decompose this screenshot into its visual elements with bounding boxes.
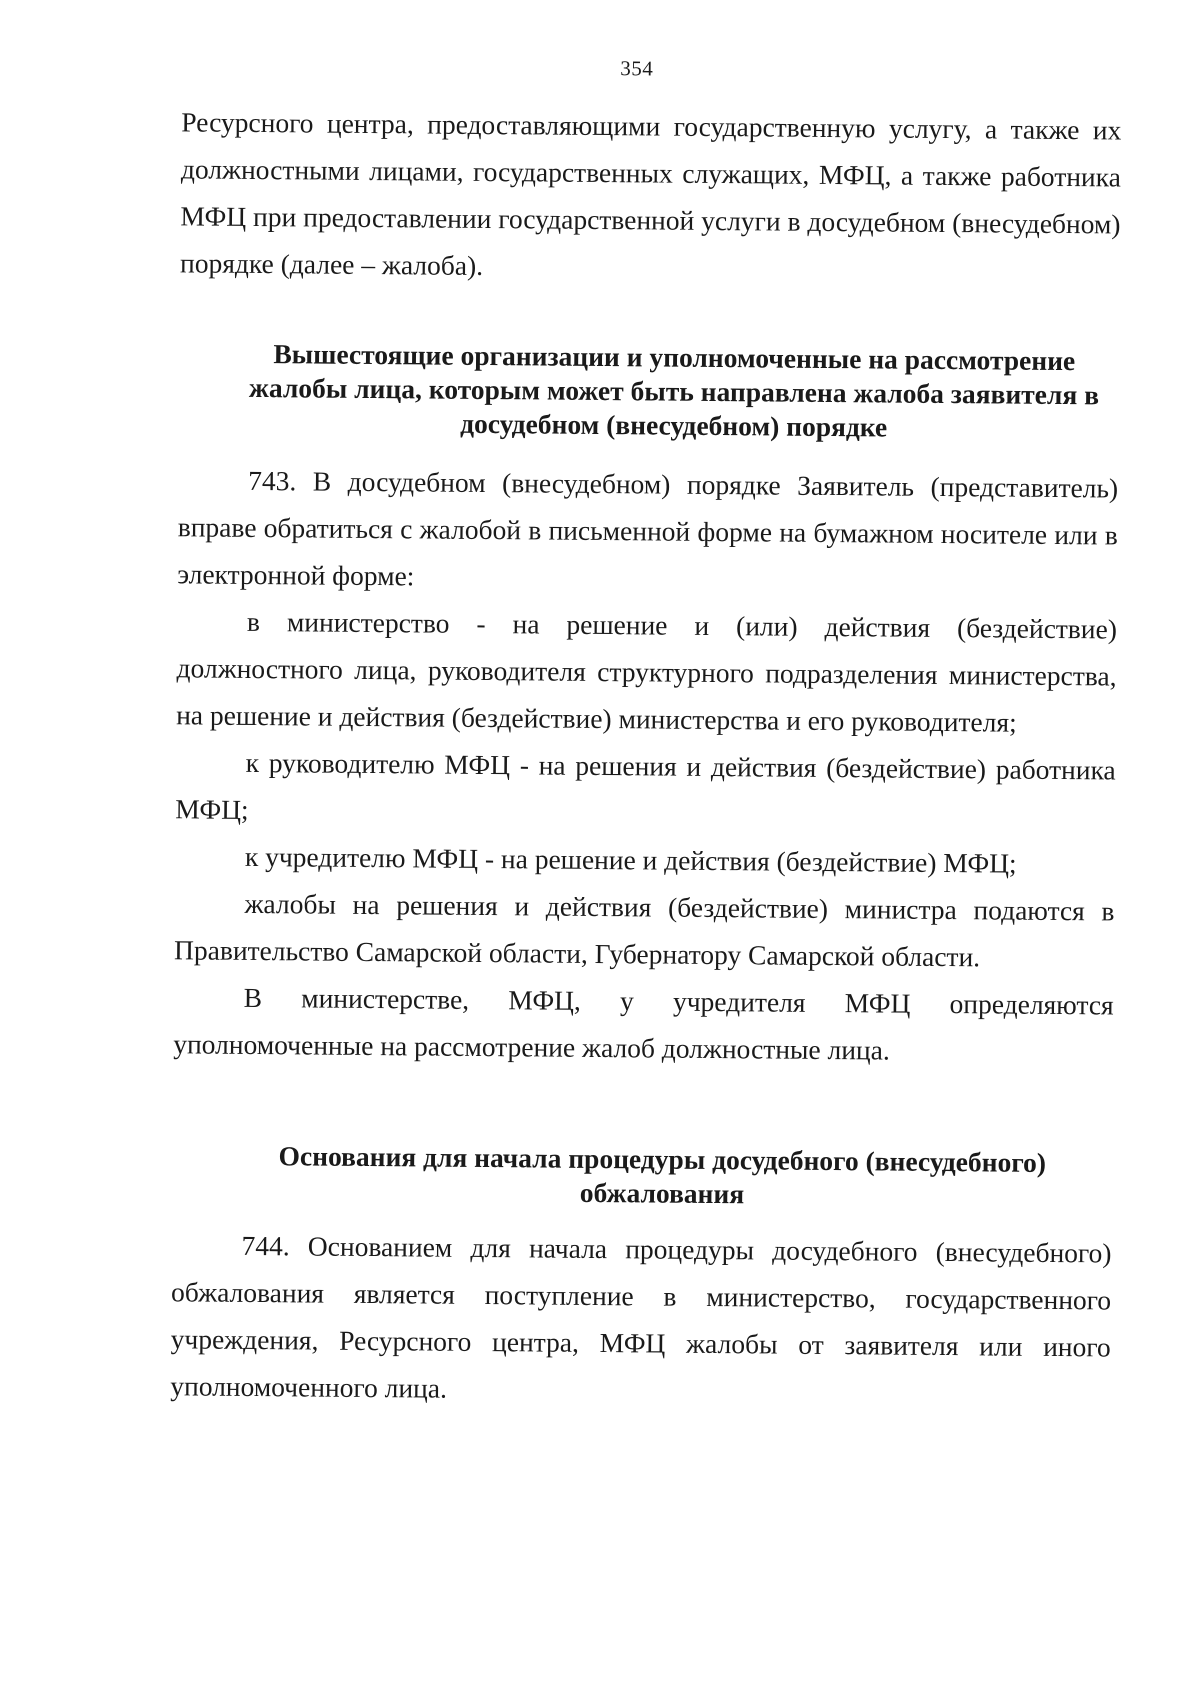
intro-paragraph: Ресурсного центра, предоставляющими государственную услугу, а также их должностными лицами, государственных служащих, МФЦ, а также работника МФЦ при предоставлении государственной услуги в досудебном (внесудебном) порядке (далее – жалоба). xyxy=(179,106,1122,281)
heading-line: досудебном (внесудебном) порядке xyxy=(460,407,888,443)
heading-line: Основания для начала процедуры досудебного (внесудебного) xyxy=(278,1140,1047,1178)
heading-line: жалобы лица, которым может быть направлена жалоба заявителя в xyxy=(248,371,1100,411)
section-1-body xyxy=(173,456,1118,1075)
paragraph-743: 743. В досудебном (внесудебном) порядке Заявитель (представитель) вправе обратиться с жалобой в письменной форме на бумажном носителе или в электронной форме: xyxy=(177,464,1119,592)
paragraph-minister-complaints: жалобы на решения и действия (бездействие) министра подаются в Правительство Самарской области, Губернатору Самарской области. xyxy=(173,887,1115,973)
heading-line: Вышестоящие организации и уполномоченные на рассмотрение xyxy=(273,338,1076,377)
section-heading-appeal-grounds xyxy=(247,1139,1078,1214)
heading-line: обжалования xyxy=(579,1176,745,1210)
paragraph-mfc-head: к руководителю МФЦ - на решения и действия (бездействие) работника МФЦ; xyxy=(175,746,1116,825)
page-number: 354 xyxy=(620,56,654,81)
section-2-body xyxy=(170,1221,1112,1417)
paragraph-ministry: в министерство - на решение и (или) действия (бездействие) должностного лица, руководителя структурного подразделения министерства, на решение и действия (бездействие) министерства и его руководителя; xyxy=(176,605,1118,738)
intro-paragraph-block xyxy=(180,98,1122,294)
paragraph-mfc-founder: к учредителю МФЦ - на решение и действия (бездействие) МФЦ; xyxy=(244,840,1017,879)
section-heading-appeal-authorities xyxy=(204,337,1145,447)
paragraph-744: 744. Основанием для начала процедуры досудебного (внесудебного) обжалования является поступление в министерство, государственного учреждения, Ресурсного центра, МФЦ жалобы от заявителя или иного уполномоченного лица. xyxy=(170,1229,1112,1404)
paragraph-authorized-officials: В министерстве, МФЦ, у учредителя МФЦ определяются уполномоченные на рассмотрение жалоб должностные лица. xyxy=(173,981,1114,1066)
